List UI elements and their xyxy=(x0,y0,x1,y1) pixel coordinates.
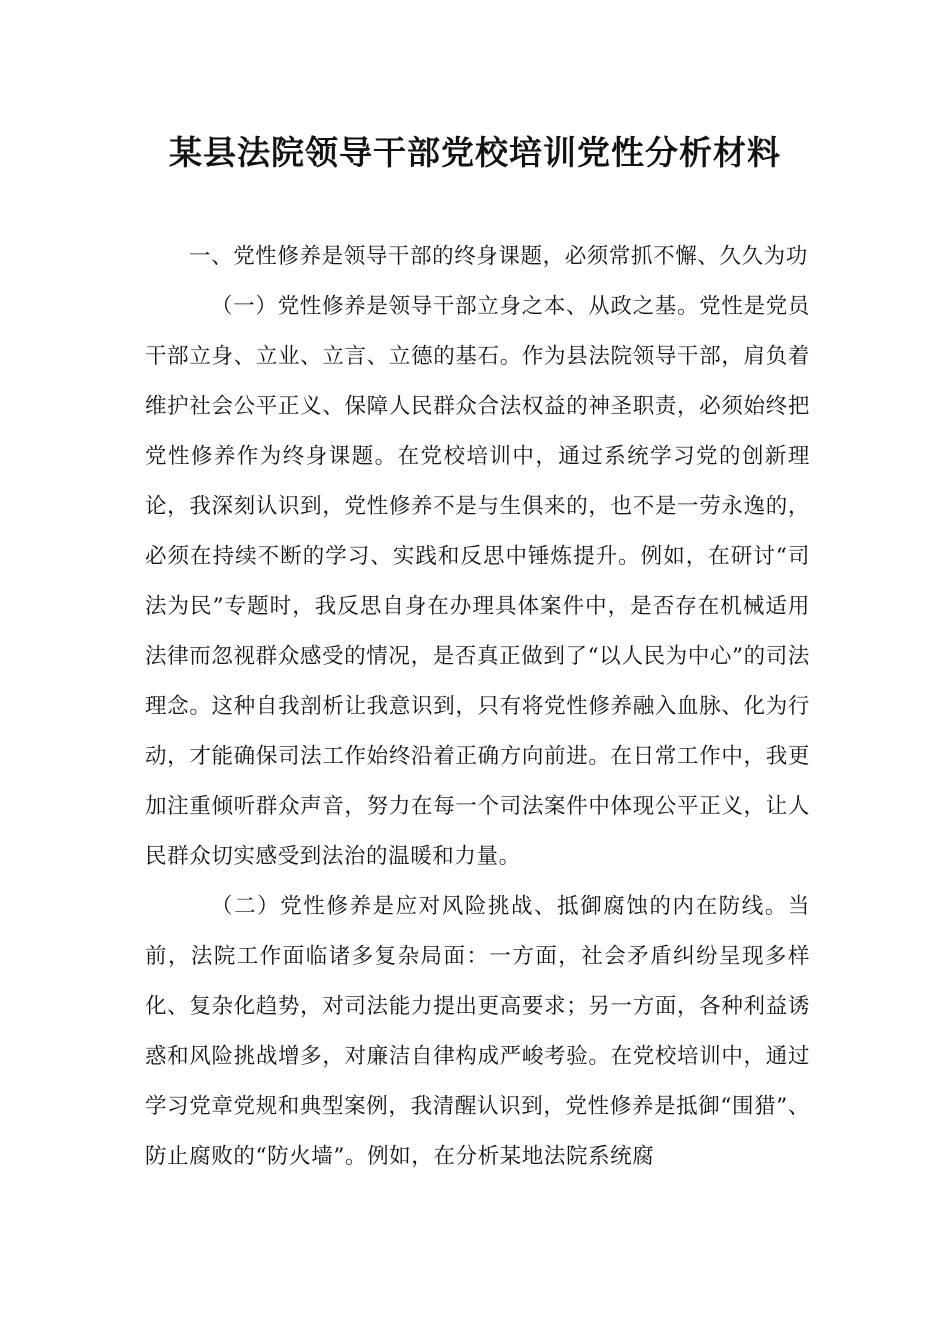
section-heading: 一、党性修养是领导干部的终身课题，必须常抓不懈、久久为功 xyxy=(189,244,808,269)
document-title: 某县法院领导干部党校培训党性分析材料 xyxy=(169,133,781,172)
body-paragraph: （二）党性修养是应对风险挑战、抵御腐蚀的内在防线。当前，法院工作面临诸多复杂局面：一方面，社会矛盾纠纷呈现多样化、复杂化趋势，对司法能力提出更高要求；另一方面，各种利益诱惑和风险挑战增多，对廉洁自律构成严峻考验。在党校培训中，通过学习党章党规和典型案例，我清醒认识到，党性修养是抵御“围猎”、防止腐败的“防火墙”。例如，在分析某地法院系统腐 xyxy=(145,894,810,1169)
document-body xyxy=(145,232,810,1182)
body-paragraph: （一）党性修养是领导干部立身之本、从政之基。党性是党员干部立身、立业、立言、立德的基石。作为县法院领导干部，肩负着维护社会公平正义、保障人民群众合法权益的神圣职责，必须始终把党性修养作为终身课题。在党校培训中，通过系统学习党的创新理论，我深刻认识到，党性修养不是与生俱来的，也不是一劳永逸的，必须在持续不断的学习、实践和反思中锤炼提升。例如，在研讨“司法为民”专题时，我反思自身在办理具体案件中，是否存在机械适用法律而忽视群众感受的情况，是否真正做到了“以人民为中心”的司法理念。这种自我剖析让我意识到，只有将党性修养融入血脉、化为行动，才能确保司法工作始终沿着正确方向前进。在日常工作中，我更加注重倾听群众声音，努力在每一个司法案件中体现公平正义，让人民群众切实感受到法治的温暖和力量。 xyxy=(145,294,810,869)
